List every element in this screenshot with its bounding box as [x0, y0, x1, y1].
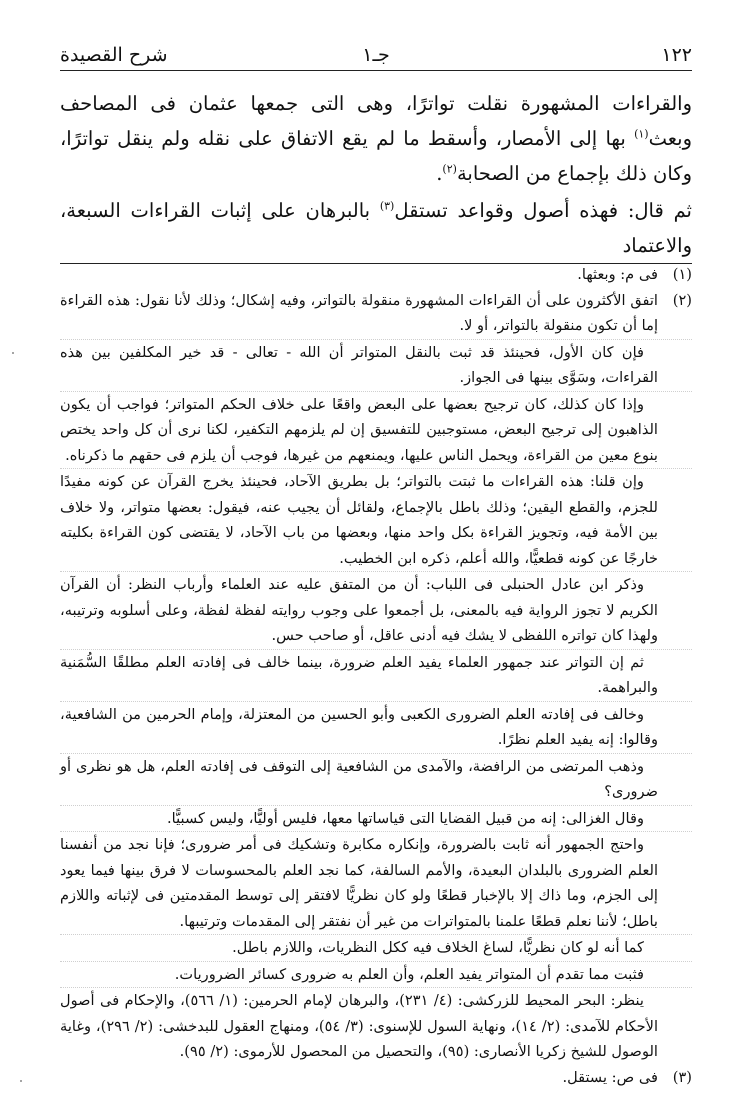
footnote-paragraph: وذهب المرتضى من الرافضة، والآمدى من الشافعية إلى التوقف فى إفادته العلم، هل هو نظرى أو ضرورى؟ [60, 754, 692, 806]
footnote-paragraph: وإذا كان كذلك، كان ترجيح بعضها على البعض واقعًا على خلاف الحكم المتواتر؛ فواجب أن يكون الذاهبون إلى ترجيح البعض، مستوجبين للتفسيق إن لم يلزمهم التكفير، لكنا نرى أن كل واحد يختص بنوع معين من القراءة، ويحمل الناس عليها، ويمنعهم من غيرها، فوجب أن يلزم فى حقهم ما ذكرناه. [60, 392, 692, 470]
footnote-paragraph: وإن قلنا: هذه القراءات ما ثبتت بالتواتر؛ بل بطريق الآحاد، فحينئذ يخرج القرآن عن كونه مفيدًا للجزم، والقطع اليقين؛ وذلك باطل بالإجماع، ولقائل أن يجيب عنه، فيقول: بعضها متواتر، ولا خلاف بين الأمة فيه، وتجويز القراءة بكل واحد منها، وبعضها من باب الآحاد، لا يقتضى كون القراءة بكليته خارجًا عن كونه قطعيًّا، والله أعلم، ذكره ابن الخطيب. [60, 469, 692, 572]
footnote-ref-1[interactable]: (١) [634, 127, 649, 141]
footnote-paragraph: وذكر ابن عادل الحنبلى فى اللباب: أن من المتفق عليه عند العلماء وأرباب النظر: أن القرآن الكريم لا تجوز الرواية فيه بالمعنى، بل أجمعوا على وجوب روايته لفظة لفظة، وعلى أسلوبه وترتيبه، ولهذا كان تواتره اللفظى لا يشك فيه أدنى عاقل، أو صاحب حس. [60, 572, 692, 650]
footnote-paragraph: وخالف فى إفادته العلم الضرورى الكعبى وأبو الحسين من المعتزلة، وإمام الحرمين من الشافعية، وقالوا: إنه يفيد العلم نظرًا. [60, 702, 692, 754]
volume-label: جـ١ [362, 44, 390, 66]
footnote-text: فى ص: يستقل. [562, 1068, 658, 1086]
footnote-3 [60, 1065, 692, 1091]
footnote-paragraph: فثبت مما تقدم أن المتواتر يفيد العلم، وأن العلم به ضرورى كسائر الضروريات. [60, 962, 692, 989]
page-number: ١٢٢ [661, 44, 692, 66]
footnote-text: اتفق الأكثرون على أن القراءات المشهورة منقولة بالتواتر، وفيه إشكال؛ وذلك لأنا نقول: هذه القراءة إما أن تكون منقولة بالتواتر، أو لا. [60, 291, 658, 334]
quote-part: بالبرهان على إثبات القراءات السبعة، والاعتماد [60, 199, 692, 257]
main-text [60, 86, 692, 264]
footnote-paragraph: واحتج الجمهور أنه ثابت بالضرورة، وإنكاره مكابرة وتشكيك فى أمر ضرورى؛ فإنا نجد من أنفسنا العلم الضرورى بالبلدان البعيدة، والأمم السالفة، كما نجد العلم بالمحسوسات لا فرق بينها فيما يعود إلى الجزم، وما ذاك إلا بالإخبار قطعًا ولو كان نظريًّا لافتقر إلى توسط المقدمتين فى لإثباته واللازم باطل؛ لأننا نعلم قطعًا علمنا بالمتواترات من غير أن نفتقر إلى المقدمات وترتيبها. [60, 832, 692, 935]
footnote-number: (٣) [672, 1068, 692, 1086]
main-text-part: بها إلى الأمصار، وأسقط ما لم يقع الاتفاق على نقله ولم ينقل تواترًا، وكان ذلك بإجماع من الصحابة [60, 127, 692, 185]
footnote-2 [60, 288, 692, 340]
book-page [60, 0, 692, 1095]
quoted-text [60, 193, 692, 264]
footnote-paragraph: وقال الغزالى: إنه من قبيل القضايا التى قياساتها معها، فليس أوليًّا، وليس كسبيًّا. [60, 806, 692, 833]
footnote-paragraph: ثم إن التواتر عند جمهور العلماء يفيد العلم ضرورة، بينما خالف فى إفادته العلم مطلقًا السُّمَنية والبراهمة. [60, 650, 692, 702]
footnote-number: (١) [672, 266, 692, 283]
book-title: شرح القصيدة [60, 44, 168, 66]
footnote-ref-3[interactable]: (٣) [379, 199, 395, 213]
footnotes-section [60, 262, 692, 1090]
main-text-end: . [436, 162, 443, 185]
scan-speck [12, 352, 14, 354]
footnote-paragraph: فإن كان الأول، فحينئذ قد ثبت بالنقل المتواتر أن الله - تعالى - قد خير المكلفين بين هذه القراءات، وسَوَّى بينها فى الجواز. [60, 340, 692, 392]
scan-speck [20, 1080, 22, 1082]
page-header [60, 40, 692, 71]
footnote-references: ينظر: البحر المحيط للزركشى: (٤/ ٢٣١)، والبرهان لإمام الحرمين: (١/ ٥٦٦)، والإحكام فى أصول الأحكام للآمدى: (٢/ ١٤)، ونهاية السول للإسنوى: (٣/ ٥٤)، ومنهاج العقول للبدخشى: (٢/ ٢٩٦)، وغاية الوصول للشيخ زكريا الأنصارى: (٩٥)، والتحصيل من المحصول للأرموى: (٢/ ٩٥). [60, 992, 658, 1060]
main-paragraph [60, 86, 692, 191]
main-text-part: والقراءات المشهورة نقلت تواترًا، وهى التى جمعها عثمان فى المصاحف وبعث [60, 92, 692, 150]
quote-part: ثم قال: فهذه أصول وقواعد تستقل [394, 199, 692, 222]
footnote-text: فى م: وبعثها. [577, 266, 658, 283]
quote-line [60, 193, 692, 264]
footnote-ref-2[interactable]: (٢) [442, 162, 457, 176]
footnote-1 [60, 262, 692, 288]
footnote-paragraph: كما أنه لو كان نظريًّا، لساغ الخلاف فيه ككل النظريات، واللازم باطل. [60, 935, 692, 962]
footnote-number: (٢) [672, 291, 692, 309]
